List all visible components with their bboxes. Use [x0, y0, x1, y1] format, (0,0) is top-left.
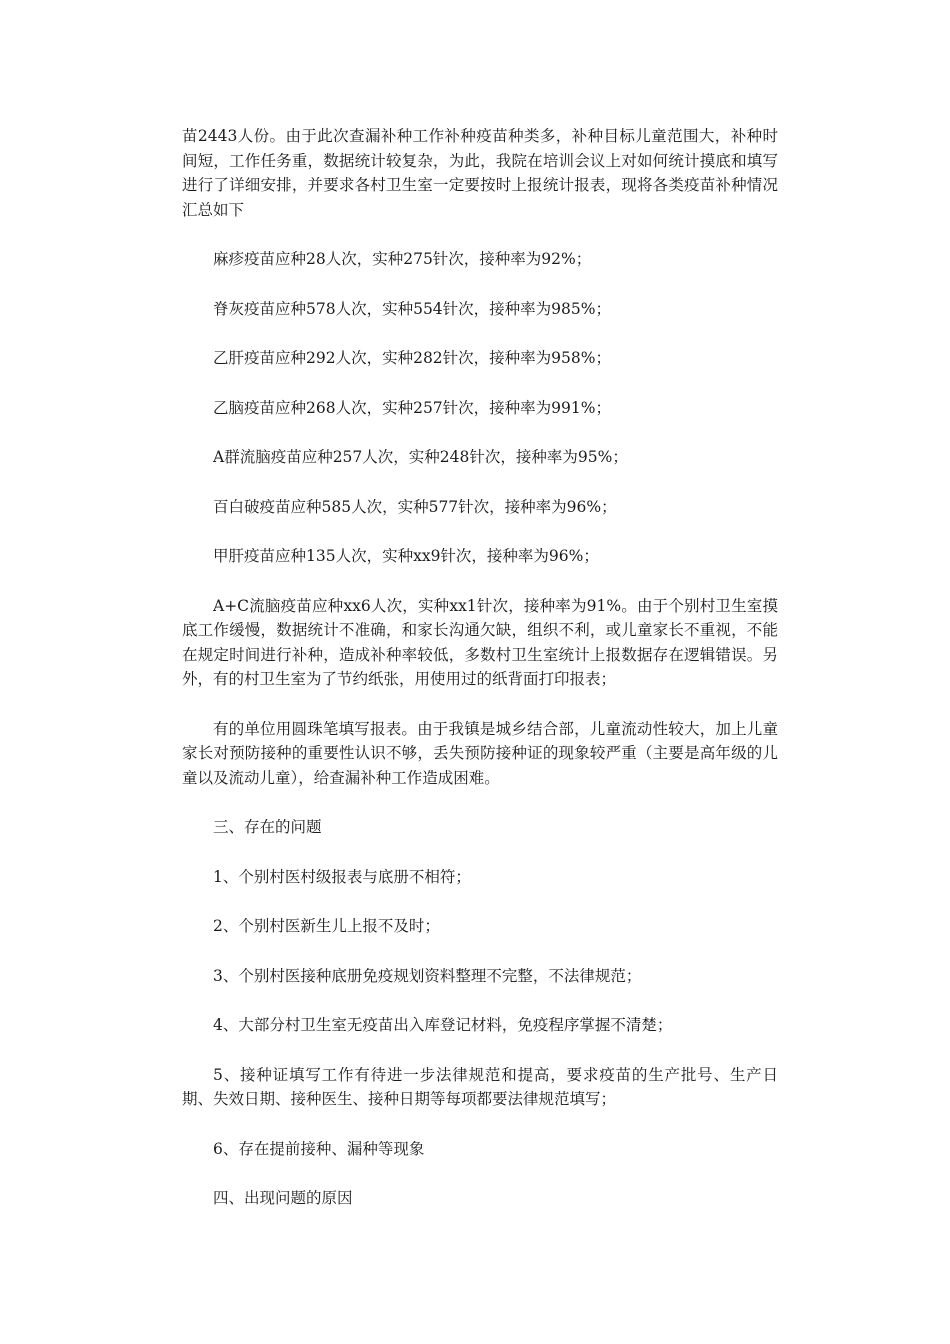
paragraph-intro: 苗2443人份。由于此次查漏补种工作补种疫苗种类多，补种目标儿童范围大，补种时间短，工作任务重，数据统计较复杂，为此，我院在培训会议上对如何统计摸底和填写进行了详细安排，并要求各村卫生室一定要按时上报统计报表，现将各类疫苗补种情况汇总如下 — [182, 127, 778, 219]
list-item-2: 2、个别村医新生儿上报不及时； — [213, 917, 440, 935]
paragraph-meningitis-a: A群流脑疫苗应种257人次，实种248针次，接种率为95%； — [213, 448, 628, 466]
list-item-6: 6、存在提前接种、漏种等现象 — [213, 1139, 425, 1158]
paragraph-polio: 脊灰疫苗应种578人次，实种554针次，接种率为985%； — [213, 299, 611, 318]
section-heading-causes: 四、出现问题的原因 — [213, 1189, 353, 1207]
list-item-4: 4、大部分村卫生室无疫苗出入库登记材料，免疫程序掌握不清楚； — [213, 1016, 673, 1034]
paragraph-measles: 麻疹疫苗应种28人次，实种275针次，接种率为92%； — [213, 250, 592, 268]
list-item-5: 5、接种证填写工作有待进一步法律规范和提高，要求疫苗的生产批号、生产日期、失效日期、接种医生、接种日期等每项都要法律规范填写； — [182, 1065, 778, 1108]
paragraph-ballpoint: 有的单位用圆珠笔填写报表。由于我镇是城乡结合部，儿童流动性较大，加上儿童家长对预防接种的重要性认识不够，丢失预防接种证的现象较严重（主要是高年级的儿童以及流动儿童），给查漏补种工作造成困难。 — [182, 719, 778, 787]
list-item-3: 3、个别村医接种底册免疫规划资料整理不完整，不法律规范； — [213, 966, 642, 985]
paragraph-dtp: 百白破疫苗应种585人次，实种577针次，接种率为96%； — [213, 497, 617, 516]
paragraph-hepatitis-b: 乙肝疫苗应种292人次，实种282针次，接种率为958%； — [213, 349, 611, 367]
list-item-1: 1、个别村医村级报表与底册不相符； — [213, 867, 471, 886]
document-body — [182, 124, 778, 1211]
paragraph-encephalitis: 乙脑疫苗应种268人次，实种257针次，接种率为991%； — [213, 398, 611, 417]
section-heading-problems: 三、存在的问题 — [213, 818, 322, 836]
paragraph-meningitis-ac: A+C流脑疫苗应种xx6人次，实种xx1针次，接种率为91%。由于个别村卫生室摸底工作缓慢，数据统计不准确，和家长沟通欠缺，组织不利，或儿童家长不重视，不能在规定时间进行补种，造成补种率较低，多数村卫生室统计上报数据存在逻辑错误。另外，有的村卫生室为了节约纸张，用使用过的纸背面打印报表； — [182, 596, 778, 688]
paragraph-hepatitis-a: 甲肝疫苗应种135人次，实种xx9针次，接种率为96%； — [213, 547, 599, 565]
